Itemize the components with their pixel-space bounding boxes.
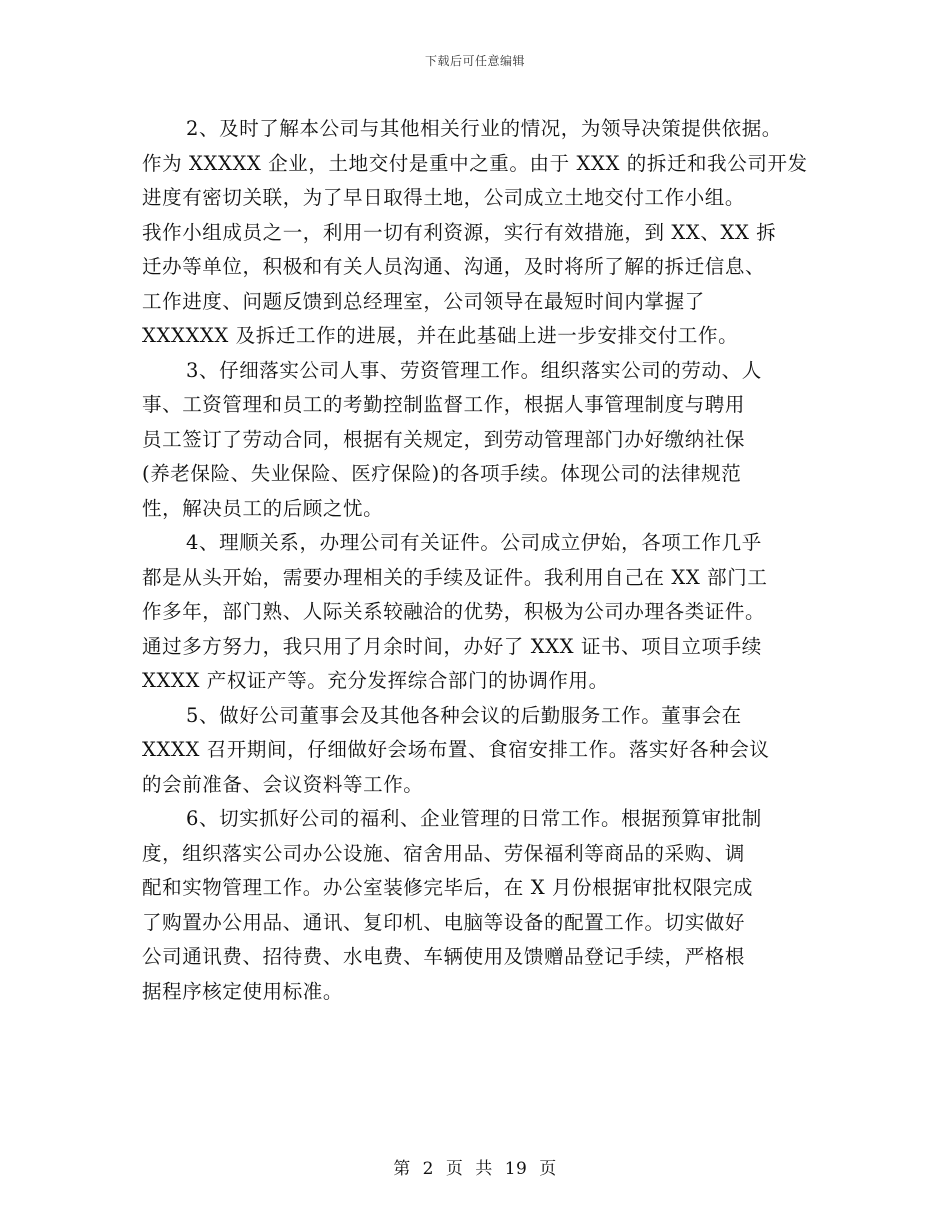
paragraph-line: 作多年，部门熟、人际关系较融洽的优势，积极为公司办理各类证件。	[142, 600, 766, 623]
paragraph-line: 通过多方努力，我只用了月余时间，办好了 XXX 证书、项目立项手续	[142, 634, 762, 658]
header-note: 下载后可任意编辑	[424, 54, 525, 68]
paragraph-line: 配和实物管理工作。办公室装修完毕后，在 X 月份根据审批权限完成	[142, 876, 753, 899]
document-body	[142, 112, 822, 1009]
paragraph-line: 员工签订了劳动合同，根据有关规定，到劳动管理部门办好缴纳社保	[142, 427, 746, 451]
paragraph-line: 的会前准备、会议资料等工作。	[142, 772, 424, 796]
paragraph-line: XXXX 产权证产等。充分发挥综合部门的协调作用。	[142, 669, 609, 692]
paragraph-line: 度，组织落实公司办公设施、宿舍用品、劳保福利等商品的采购、调	[142, 841, 746, 865]
paragraph-line: 作为 XXXXX 企业，土地交付是重中之重。由于 XXX 的拆迁和我公司开发	[142, 151, 808, 175]
page-number: 第 2 页 共 19 页	[393, 1159, 557, 1179]
paragraph-line: 公司通讯费、招待费、水电费、车辆使用及馈赠品登记手续，严格根	[142, 945, 746, 968]
paragraph-line: (养老保险、失业保险、医疗保险)的各项手续。体现公司的法律规范	[142, 462, 742, 485]
paragraph-line: 工作进度、问题反馈到总经理室，公司领导在最短时间内掌握了	[142, 289, 705, 313]
paragraph-line: 进度有密切关联，为了早日取得土地，公司成立土地交付工作小组。	[142, 186, 746, 209]
paragraph-line: 都是从头开始，需要办理相关的手续及证件。我利用自己在 XX 部门工	[142, 565, 768, 589]
paragraph-line: 迁办等单位，积极和有关人员沟通、沟通，及时将所了解的拆迁信息、	[142, 255, 766, 278]
paragraph-first-line: 6、切实抓好公司的福利、企业管理的日常工作。根据预算审批制	[186, 807, 762, 830]
paragraph-first-line: 5、做好公司董事会及其他各种会议的后勤服务工作。董事会在	[186, 703, 742, 727]
paragraph-line: 了购置办公用品、通讯、复印机、电脑等设备的配置工作。切实做好	[142, 910, 746, 934]
paragraph-first-line: 2、及时了解本公司与其他相关行业的情况，为领导决策提供依据。	[186, 117, 782, 140]
paragraph-line: 我作小组成员之一，利用一切有利资源，实行有效措施，到 XX、XX 拆	[142, 220, 777, 244]
paragraph-line: XXXXXX 及拆迁工作的进展，并在此基础上进一步安排交付工作。	[142, 324, 739, 347]
paragraph-first-line: 4、理顺关系，办理公司有关证件。公司成立伊始，各项工作几乎	[186, 531, 762, 554]
paragraph-line: 事、工资管理和员工的考勤控制监督工作，根据人事管理制度与聘用	[142, 393, 746, 416]
paragraph-line: XXXX 召开期间，仔细做好会场布置、食宿安排工作。落实好各种会议	[142, 738, 770, 761]
paragraph-first-line: 3、仔细落实公司人事、劳资管理工作。组织落实公司的劳动、人	[186, 358, 762, 382]
paragraph-line: 据程序核定使用标准。	[142, 979, 344, 1003]
paragraph-line: 性，解决员工的后顾之忧。	[142, 496, 384, 520]
